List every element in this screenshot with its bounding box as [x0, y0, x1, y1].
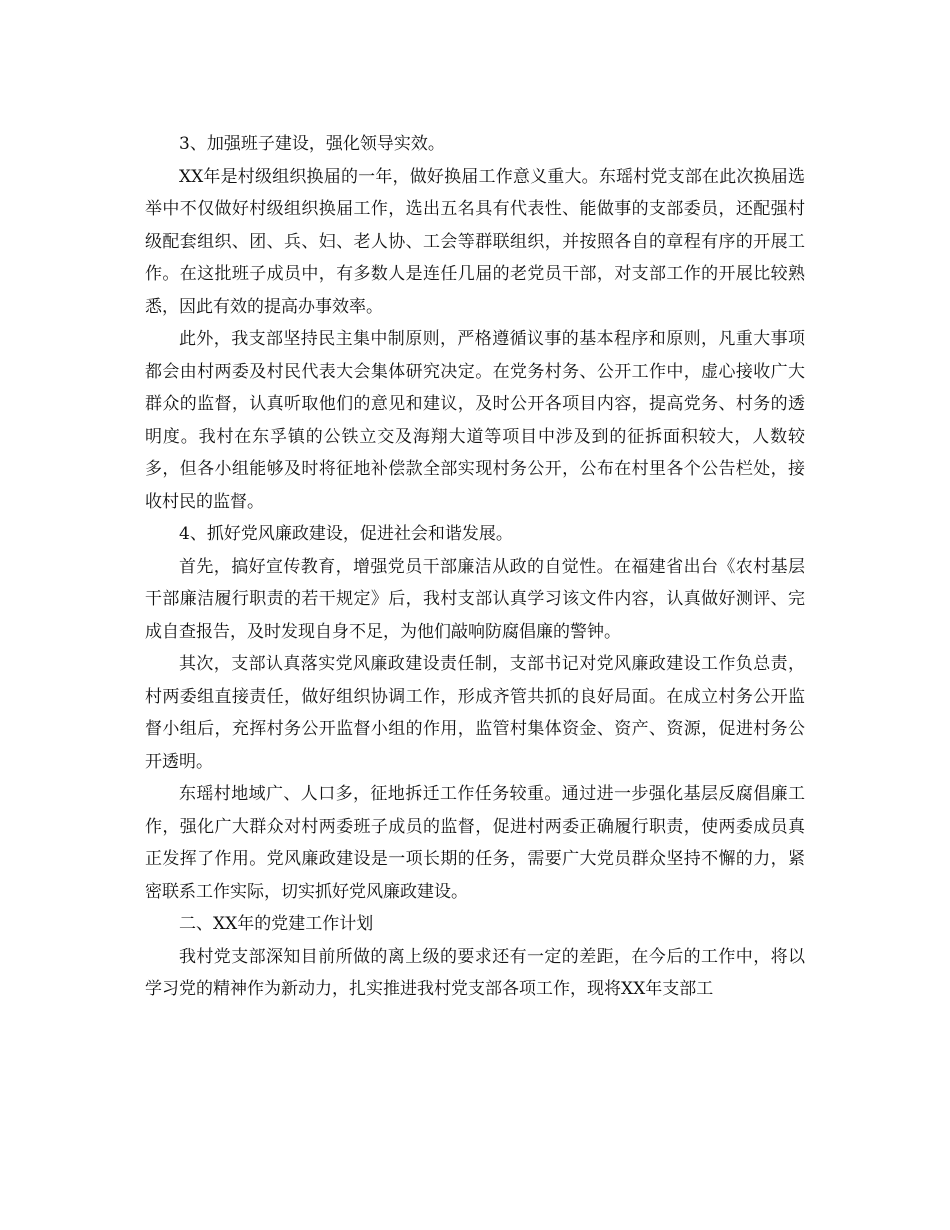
section-heading-plan: 二、XX年的党建工作计划 [179, 914, 374, 934]
paragraph-plan-intro: 我村党支部深知目前所做的离上级的要求还有一定的差距，在今后的工作中，将以学习党的精神作为新动力，扎实推进我村党支部各项工作，现将XX年支部工 [145, 946, 805, 999]
paragraph-election: XX年是村级组织换届的一年，做好换届工作意义重大。东瑶村党支部在此次换届选举中不仅做好村级组织换届工作，选出五名具有代表性、能做事的支部委员，还配强村级配套组织、团、兵、妇、老人协、工会等群联组织，并按照各自的章程有序的开展工作。在这批班子成员中，有多数人是连任几届的老党员干部，对支部工作的开展比较熟悉，因此有效的提高办事效率。 [145, 166, 805, 317]
section-heading-4: 4、抓好党风廉政建设，促进社会和谐发展。 [179, 524, 513, 544]
paragraph-second-responsibility: 其次，支部认真落实党风廉政建设责任制，支部书记对党风廉政建设工作负总责，村两委组直接责任，做好组织协调工作，形成齐管共抓的良好局面。在成立村务公开监督小组后，充挥村务公开监督小组的作用，监管村集体资金、资产、资源，促进村务公开透明。 [145, 654, 805, 772]
section-heading-3: 3、加强班子建设，强化领导实效。 [179, 134, 445, 154]
document-body [145, 128, 805, 1006]
paragraph-dongyao-village: 东瑶村地域广、人口多，征地拆迁工作任务较重。通过进一步强化基层反腐倡廉工作，强化广大群众对村两委班子成员的监督，促进村两委正确履行职责，使两委成员真正发挥了作用。党风廉政建设是一项长期的任务，需要广大党员群众坚持不懈的力，紧密联系工作实际，切实抓好党风廉政建设。 [145, 784, 805, 902]
paragraph-first-education: 首先，搞好宣传教育，增强党员干部廉洁从政的自觉性。在福建省出台《农村基层干部廉洁履行职责的若干规定》后，我村支部认真学习该文件内容，认真做好测评、完成自查报告，及时发现自身不足，为他们敲响防腐倡廉的警钟。 [145, 556, 805, 642]
paragraph-democratic-centralism: 此外，我支部坚持民主集中制原则，严格遵循议事的基本程序和原则，凡重大事项都会由村两委及村民代表大会集体研究决定。在党务村务、公开工作中，虚心接收广大群众的监督，认真听取他们的意见和建议，及时公开各项目内容，提高党务、村务的透明度。我村在东孚镇的公铁立交及海翔大道等项目中涉及到的征拆面积较大，人数较多，但各小组能够及时将征地补偿款全部实现村务公开，公布在村里各个公告栏处，接收村民的监督。 [145, 329, 805, 512]
